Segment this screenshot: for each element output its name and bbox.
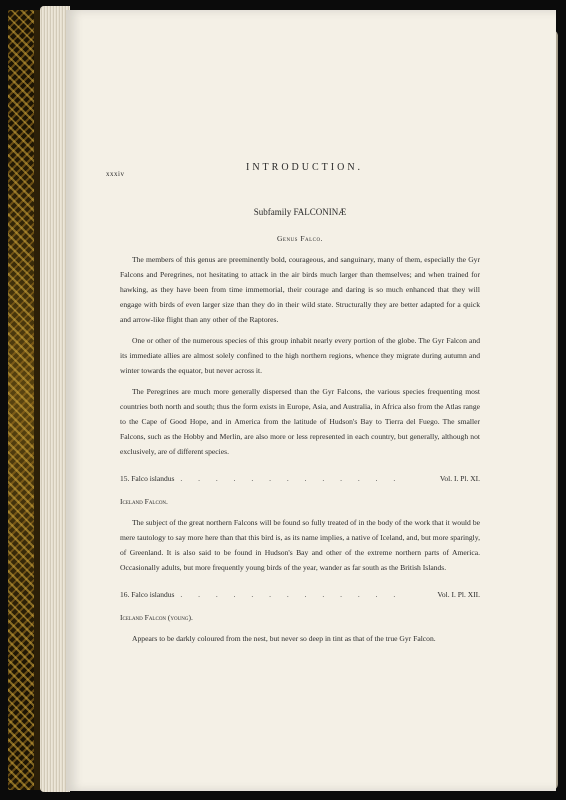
page-header: [106, 155, 480, 178]
folio-number: xxxiv: [106, 170, 125, 178]
plate-reference: Vol. I. Pl. XII.: [437, 590, 480, 599]
species-name: 15. Falco islandus: [120, 474, 175, 483]
paragraph: The members of this genus are preeminently bold, courageous, and sanguinary, many of them, especially the Gyr Falcons and Peregrines, not hesitating to attack in the air birds much larger than themselves; and when trained for hawking, as they have been from time immemorial, their courage and daring is so much enhanced that they will engage with birds of even larger size than they do in their wild state. Structurally they are better adapted for a quick and arrow-like flight than any other of the Raptores.: [120, 255, 480, 324]
leader-dots: . . . . . . . . . . . . .: [180, 590, 403, 599]
species-entry-15: [120, 471, 480, 486]
running-head: INTRODUCTION.: [246, 162, 364, 173]
subfamily-heading: Subfamily FALCONINÆ: [253, 207, 347, 217]
species-description: Appears to be darkly coloured from the nest, but never so deep in tint as that of the true Gyr Falcon.: [132, 634, 436, 643]
species-description: The subject of the great northern Falcons will be found so fully treated of in the body of the work that it would be mere tautology to say more here than that this bird is, as its name implies, a native of Iceland, and, but more sparingly, of Greenland. It is also said to be found in Hudson's Bay and other of the extreme northern parts of America. Occasionally adults, but more frequently young birds of the year, wander as far south as the British Islands.: [120, 518, 480, 572]
common-name: Iceland Falcon (young).: [120, 613, 193, 622]
page-text-block: [106, 155, 480, 646]
genus-heading: Genus Falco.: [276, 234, 323, 243]
species-entry-16: [120, 587, 480, 602]
species-name: 16. Falco islandus: [120, 590, 175, 599]
book-page: [66, 10, 556, 791]
paragraph: The Peregrines are much more generally dispersed than the Gyr Falcons, the various species frequenting most countries both north and south; thus the form exists in Europe, Asia, and Australia, in Africa also from the Atlas range to the Cape of Good Hope, and in America from the latitude of Hudson's Bay to Tierra del Fuego. The smaller Falcons, such as the Hobby and Merlin, are also more or less represented in each country, but generally, although not exclusively, are of different species.: [120, 387, 480, 456]
plate-reference: Vol. I. Pl. XI.: [439, 474, 480, 483]
paragraph: One or other of the numerous species of this group inhabit nearly every portion of the globe. The Gyr Falcon and its immediate allies are almost solely confined to the high northern regions, whence they migrate during autumn and winter towards the equator, but never across it.: [120, 336, 480, 375]
leader-dots: . . . . . . . . . . . . .: [180, 474, 403, 483]
common-name: Iceland Falcon.: [120, 497, 168, 506]
